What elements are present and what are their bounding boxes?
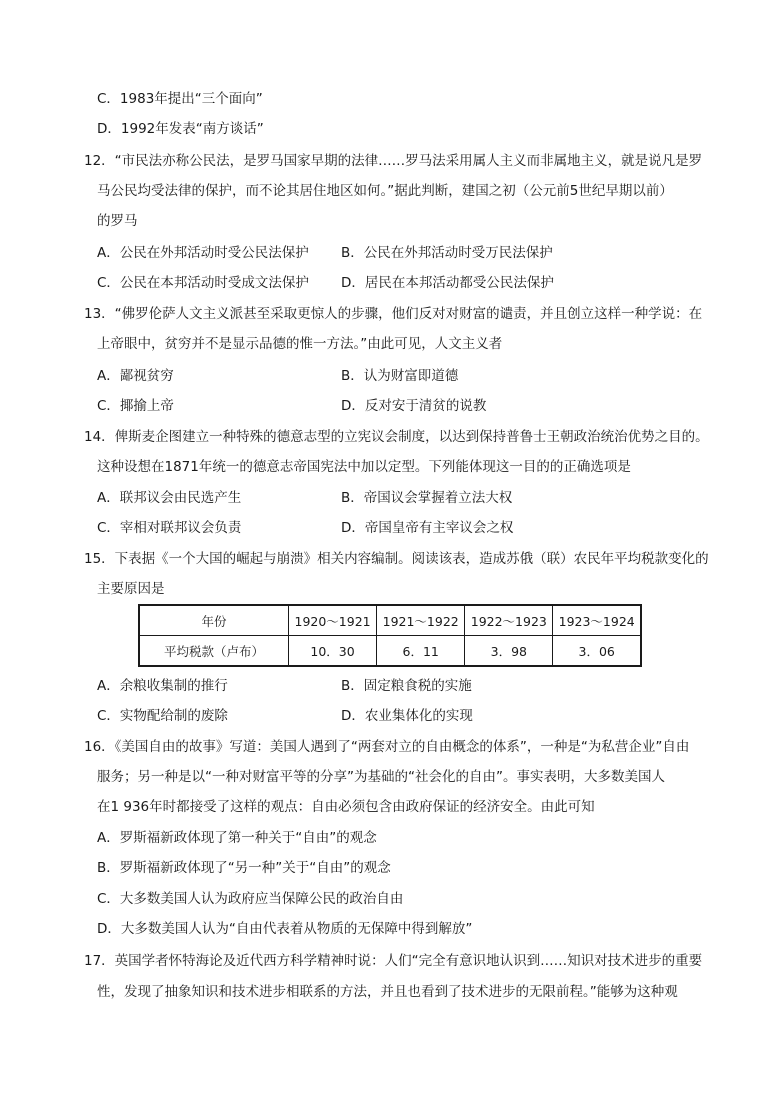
q16-option-b: B．罗斯福新政体现了“另一种”关于“自由”的观念 [97, 860, 391, 876]
q15-option-c: C．实物配给制的废除 [97, 708, 228, 724]
tax-table [138, 604, 642, 667]
q14-option-c: C．宰相对联邦议会负责 [97, 520, 242, 536]
q13-stem-line1: 13．“佛罗伦萨人文主义派甚至采取更惊人的步骤，他们反对对财富的谴责，并且创立这样一种学说：在 [84, 306, 703, 322]
q17-stem-line2: 性，发现了抽象知识和技术进步相联系的方法，并且也看到了技术进步的无限前程。”能够为这种观 [97, 984, 678, 1000]
tax-table-cell: 3．06 [553, 636, 641, 667]
q12-option-a: A．公民在外邦活动时受公民法保护 [97, 245, 309, 261]
q12-option-d: D．居民在本邦活动都受公民法保护 [341, 275, 554, 291]
q15-stem-line1: 15．下表据《一个大国的崛起与崩溃》相关内容编制。阅读该表，造成苏俄（联）农民年平均税款变化的 [84, 551, 709, 567]
q15-stem-line2: 主要原因是 [97, 581, 165, 597]
q15-option-d: D．农业集体化的实现 [341, 708, 473, 724]
q14-option-d: D．帝国皇帝有主宰议会之权 [341, 520, 514, 536]
q13-stem-line2: 上帝眼中，贫穷并不是显示品德的惟一方法。”由此可见，人文主义者 [97, 336, 503, 352]
q16-stem-line1: 16．《美国自由的故事》写道：美国人遇到了“两套对立的自由概念的体系”，一种是“为私营企业”自由 [84, 739, 690, 755]
tax-table-data-row [139, 636, 641, 667]
q13-option-c: C．揶揄上帝 [97, 398, 174, 414]
q12-option-c: C．公民在本邦活动时受成文法保护 [97, 275, 309, 291]
q13-option-a: A．鄙视贫穷 [97, 368, 174, 384]
q16-stem-line2: 服务；另一种是以“一种对财富平等的分享”为基础的“社会化的自由”。事实表明，大多数美国人 [97, 769, 665, 785]
tax-table-cell: 3．98 [465, 636, 553, 667]
tax-table-cell: 平均税款（卢布） [139, 636, 289, 667]
q12-option-b: B．公民在外邦活动时受万民法保护 [341, 245, 553, 261]
q15-option-b: B．固定粮食税的实施 [341, 678, 472, 694]
tax-table-cell: 6．11 [377, 636, 465, 667]
q17-stem-line1: 17．英国学者怀特海论及近代西方科学精神时说：人们“完全有意识地认识到……知识对技术进步的重要 [84, 953, 703, 969]
tax-table-header-cell: 1920～1921 [289, 605, 377, 636]
q11-option-c: C．1983年提出“三个面向” [97, 91, 263, 107]
q16-option-c: C．大多数美国人认为政府应当保障公民的政治自由 [97, 891, 404, 907]
q14-option-b: B．帝国议会掌握着立法大权 [341, 490, 513, 506]
tax-table-cell: 10．30 [289, 636, 377, 667]
q11-option-d: D．1992年发表“南方谈话” [97, 121, 264, 137]
q16-option-d: D．大多数美国人认为“自由代表着从物质的无保障中得到解放” [97, 921, 473, 937]
tax-table-header-cell: 1921～1922 [377, 605, 465, 636]
q16-stem-line3: 在1 936年时都接受了这样的观点：自由必须包含由政府保证的经济安全。由此可知 [97, 799, 595, 815]
q13-option-b: B．认为财富即道德 [341, 368, 459, 384]
q14-stem-line1: 14．俾斯麦企图建立一种特殊的德意志型的立宪议会制度，以达到保持普鲁士王朝政治统治优势之目的。 [84, 429, 709, 445]
q13-option-d: D．反对安于清贫的说教 [341, 398, 487, 414]
q14-stem-line2: 这种设想在1871年统一的德意志帝国宪法中加以定型。下列能体现这一目的的正确选项是 [97, 459, 631, 475]
q12-stem-line3: 的罗马 [97, 213, 138, 229]
q12-stem-line1: 12．“市民法亦称公民法，是罗马国家早期的法律……罗马法采用属人主义而非属地主义，就是说凡是罗 [84, 153, 703, 169]
q16-option-a: A．罗斯福新政体现了第一种关于“自由”的观念 [97, 830, 377, 846]
tax-table-header-row [139, 605, 641, 636]
tax-table-header-cell: 1922～1923 [465, 605, 553, 636]
tax-table-header-cell: 1923～1924 [553, 605, 641, 636]
tax-table-header-cell: 年份 [139, 605, 289, 636]
q12-stem-line2: 马公民均受法律的保护，而不论其居住地区如何。”据此判断，建国之初（公元前5世纪早期以前） [97, 183, 673, 199]
q14-option-a: A．联邦议会由民选产生 [97, 490, 242, 506]
q15-option-a: A．余粮收集制的推行 [97, 678, 228, 694]
